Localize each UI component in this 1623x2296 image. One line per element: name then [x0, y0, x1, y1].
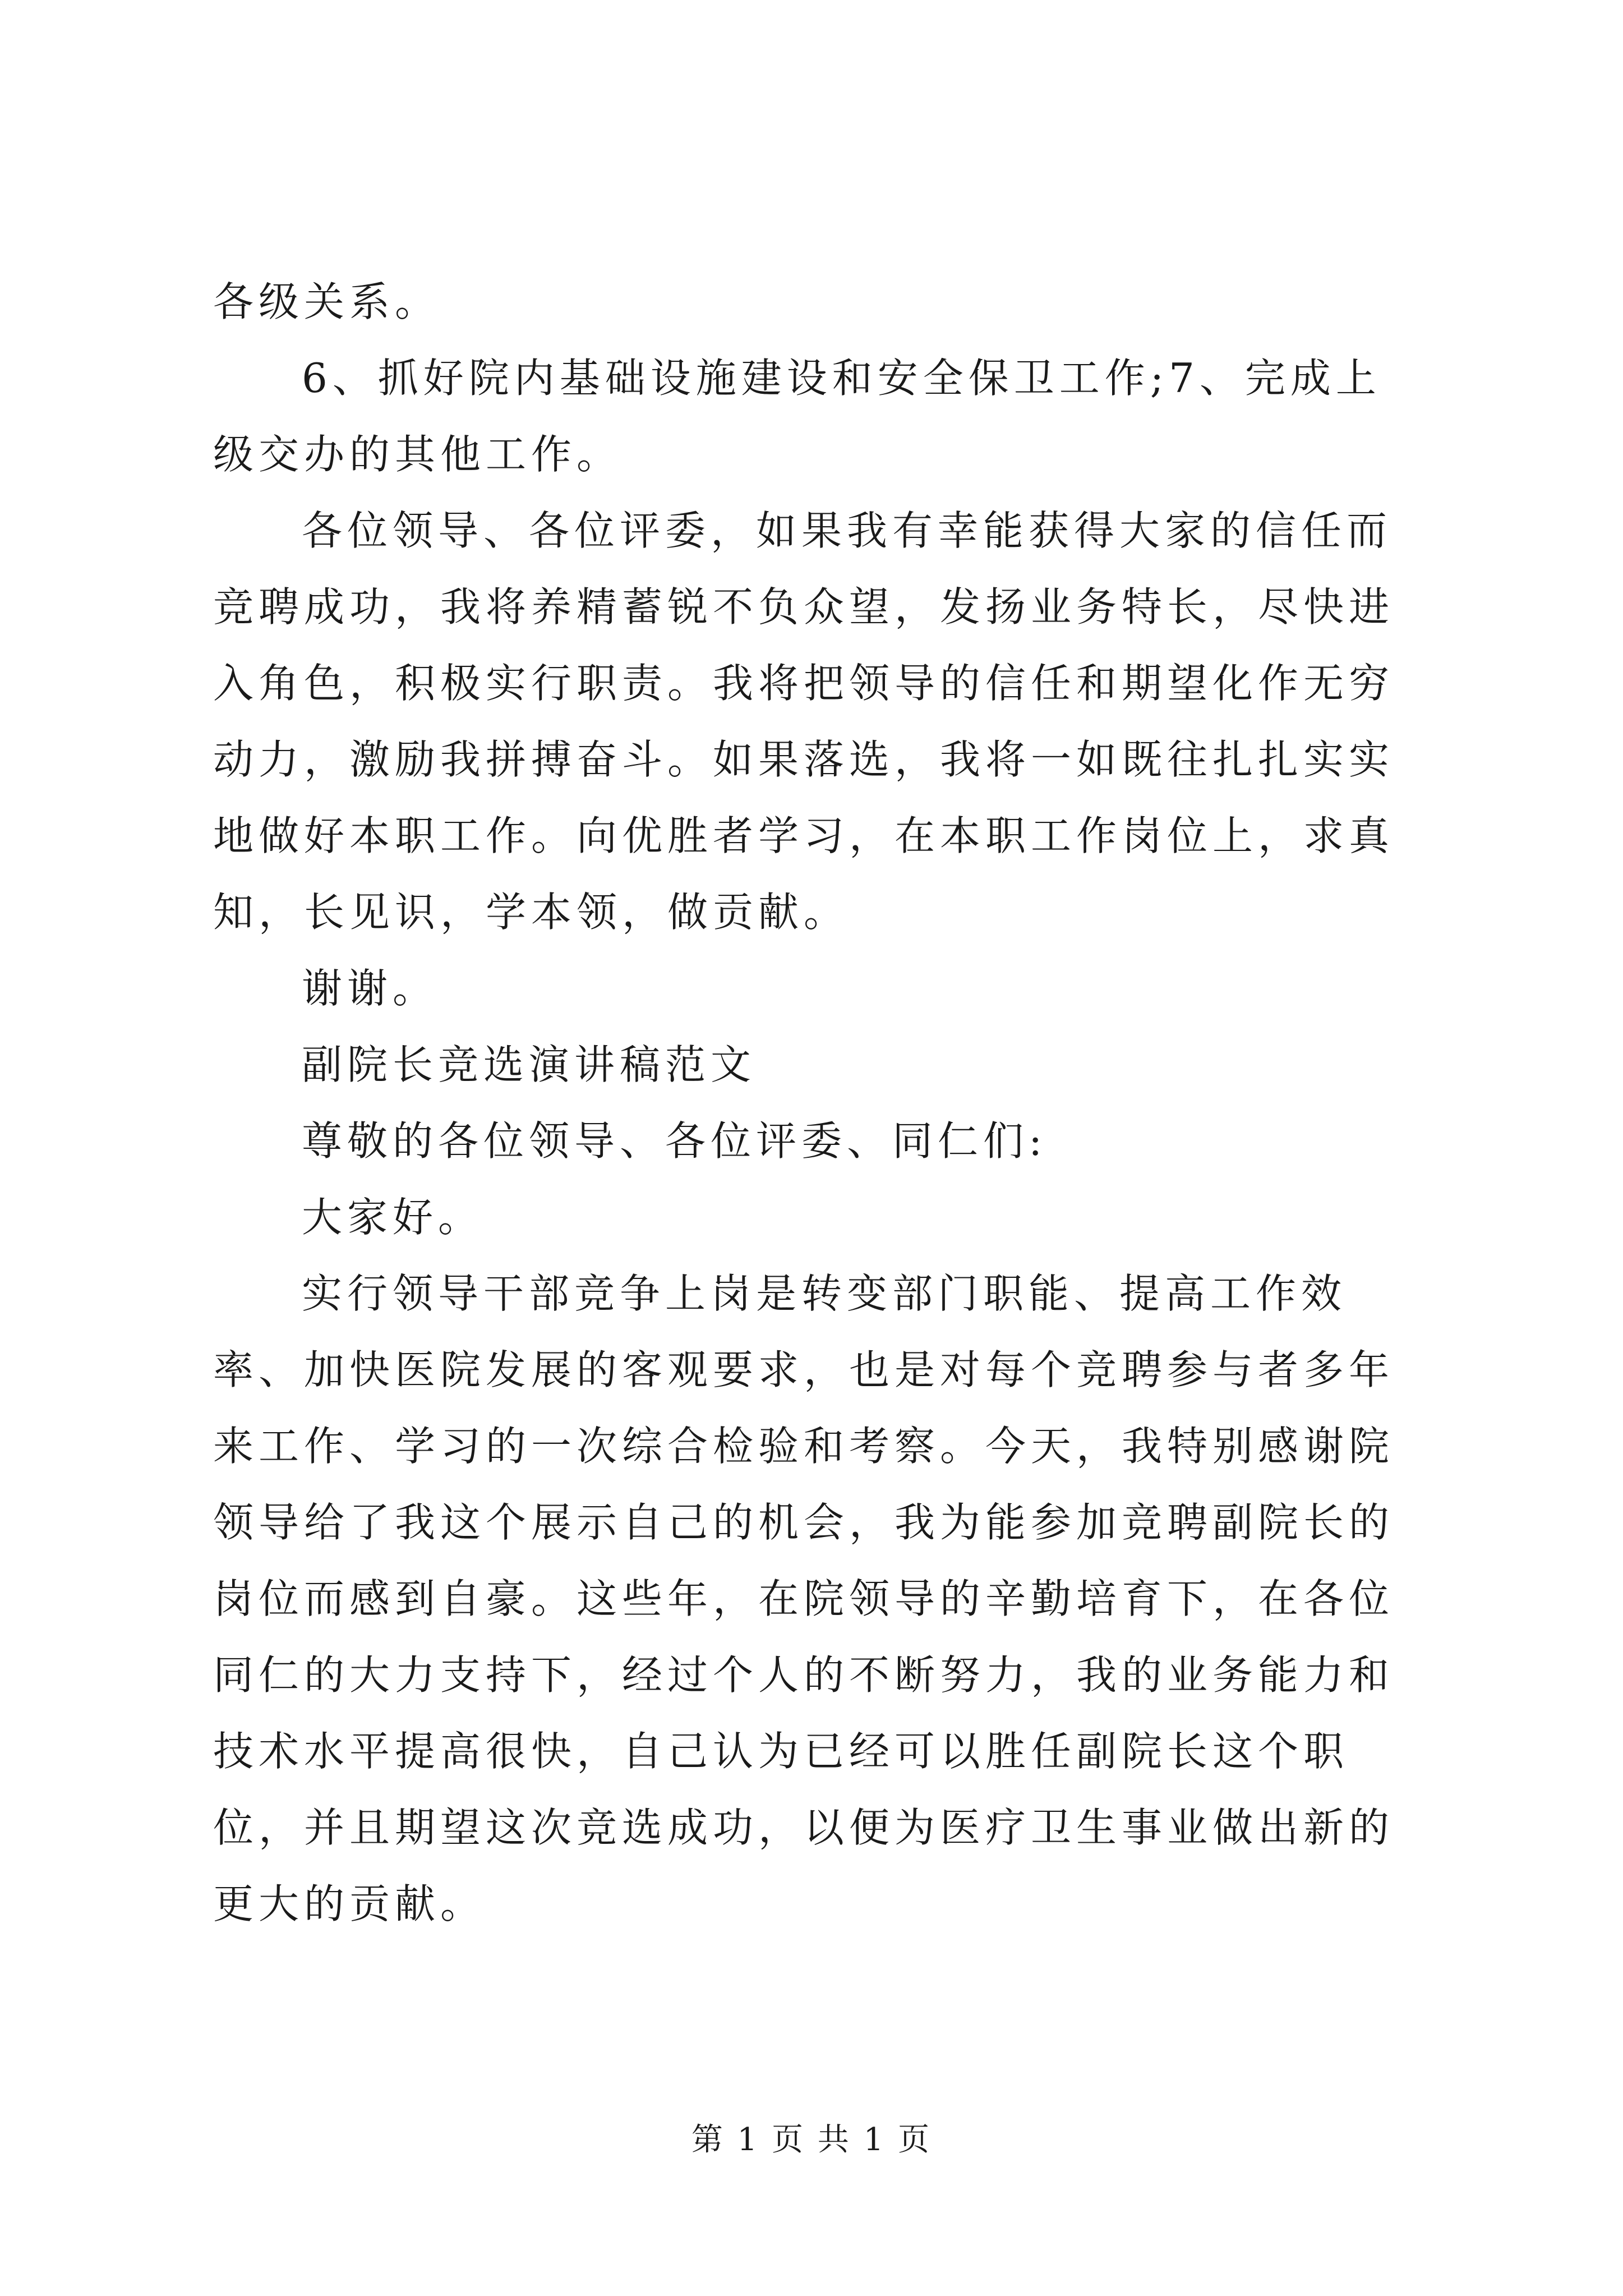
paragraph-7: 大家好。	[302, 1194, 484, 1241]
document-body	[213, 264, 1424, 1942]
page-number-footer: 第 1 页 共 1 页	[691, 2122, 932, 2158]
paragraph-8: 实行领导干部竞争上岗是转变部门职能、提高工作效率、加快医院发展的客观要求，也是对每个竞聘参与者多年来工作、学习的一次综合检验和考察。今天，我特别感谢院领导给了我这个展示自己的机会，我为能参加竞聘副院长的岗位而感到自豪。这些年，在院领导的辛勤培育下，在各位同仁的大力支持下，经过个人的不断努力，我的业务能力和技术水平提高很快，自己认为已经可以胜任副院长这个职位，并且期望这次竞选成功，以便为医疗卫生事业做出新的更大的贡献。	[213, 1270, 1395, 1927]
paragraph-3: 各位领导、各位评委，如果我有幸能获得大家的信任而竞聘成功，我将养精蓄锐不负众望，发扬业务特长，尽快进入角色，积极实行职责。我将把领导的信任和期望化作无穷动力，激励我拼搏奋斗。如果落选，我将一如既往扎扎实实地做好本职工作。向优胜者学习，在本职工作岗位上，求真知，长见识，学本领，做贡献。	[213, 507, 1395, 936]
paragraph-6-salutation: 尊敬的各位领导、各位评委、同仁们:	[302, 1117, 1048, 1165]
paragraph-4: 谢谢。	[302, 965, 439, 1012]
paragraph-2: 6、抓好院内基础设施建设和安全保卫工作;7、完成上级交办的其他工作。	[213, 355, 1381, 478]
paragraph-1: 各级关系。	[213, 278, 441, 325]
paragraph-5-title: 副院长竞选演讲稿范文	[302, 1041, 757, 1088]
